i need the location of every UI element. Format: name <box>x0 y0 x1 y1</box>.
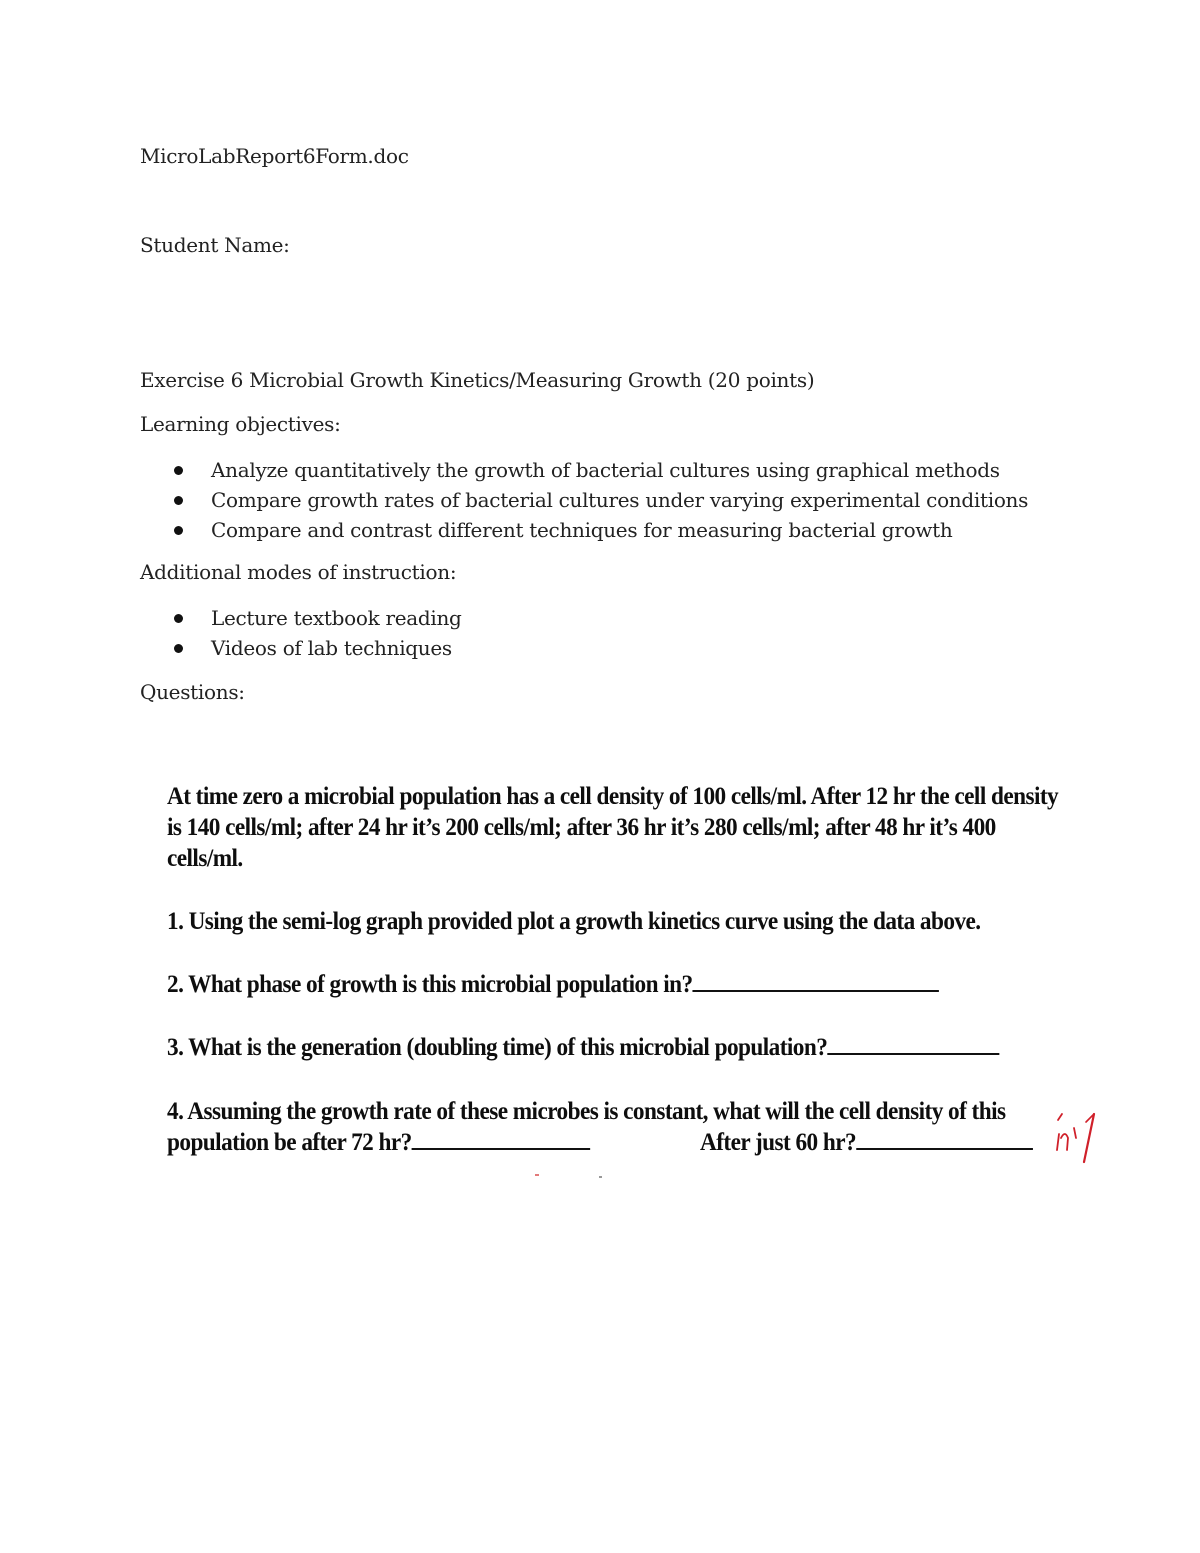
document-filename: MicroLabReport6Form.doc <box>140 144 409 168</box>
answer-blank-q4-60hr[interactable] <box>856 1130 1033 1150</box>
question-3: 3. What is the generation (doubling time) of this microbial population? <box>167 1034 828 1061</box>
scan-speck <box>535 1174 539 1176</box>
bullet-icon <box>174 644 183 653</box>
modes-list <box>174 603 462 663</box>
objective-text: Compare and contrast different techniques for measuring bacterial growth <box>211 518 953 542</box>
handwritten-ln-mark <box>1050 1108 1110 1164</box>
bullet-icon <box>174 466 183 475</box>
objectives-label: Learning objectives: <box>140 412 341 436</box>
question-4-72hr: population be after 72 hr? <box>167 1129 412 1156</box>
bullet-icon <box>174 496 183 505</box>
list-item <box>174 515 1028 545</box>
list-item <box>174 603 462 633</box>
problem-intro-line-2: is 140 cells/ml; after 24 hr it’s 200 cells/ml; after 36 hr it’s 280 cells/ml; after 48 hr it’s 400 <box>167 814 996 841</box>
problem-intro-line-1: At time zero a microbial population has a cell density of 100 cells/ml. After 12 hr the cell density <box>167 783 1059 810</box>
student-name-label: Student Name: <box>140 233 290 257</box>
list-item <box>174 633 462 663</box>
bullet-icon <box>174 526 183 535</box>
question-4-line-2a <box>167 1129 590 1157</box>
question-1: 1. Using the semi-log graph provided plot a growth kinetics curve using the data above. <box>167 908 981 935</box>
objective-text: Compare growth rates of bacterial cultures under varying experimental conditions <box>211 488 1029 512</box>
answer-blank-q4-72hr[interactable] <box>412 1130 591 1150</box>
problem-intro-line-3: cells/ml. <box>167 845 243 872</box>
list-item <box>174 485 1028 515</box>
mode-text: Videos of lab techniques <box>211 636 452 660</box>
question-2-row <box>167 971 939 999</box>
question-4-line-2b <box>700 1129 1033 1157</box>
objective-text: Analyze quantitatively the growth of bacterial cultures using graphical methods <box>211 458 1000 482</box>
question-3-row <box>167 1034 999 1062</box>
scan-speck <box>599 1176 602 1178</box>
question-4-line-1: 4. Assuming the growth rate of these microbes is constant, what will the cell density of this <box>167 1098 1006 1125</box>
answer-blank-q2[interactable] <box>693 972 939 992</box>
objectives-list <box>174 455 1028 545</box>
exercise-title: Exercise 6 Microbial Growth Kinetics/Measuring Growth (20 points) <box>140 368 815 392</box>
answer-blank-q3[interactable] <box>827 1035 999 1055</box>
bullet-icon <box>174 614 183 623</box>
questions-label: Questions: <box>140 680 245 704</box>
question-4-60hr: After just 60 hr? <box>700 1129 857 1156</box>
list-item <box>174 455 1028 485</box>
question-2: 2. What phase of growth is this microbial population in? <box>167 971 693 998</box>
mode-text: Lecture textbook reading <box>211 606 462 630</box>
modes-label: Additional modes of instruction: <box>140 560 457 584</box>
